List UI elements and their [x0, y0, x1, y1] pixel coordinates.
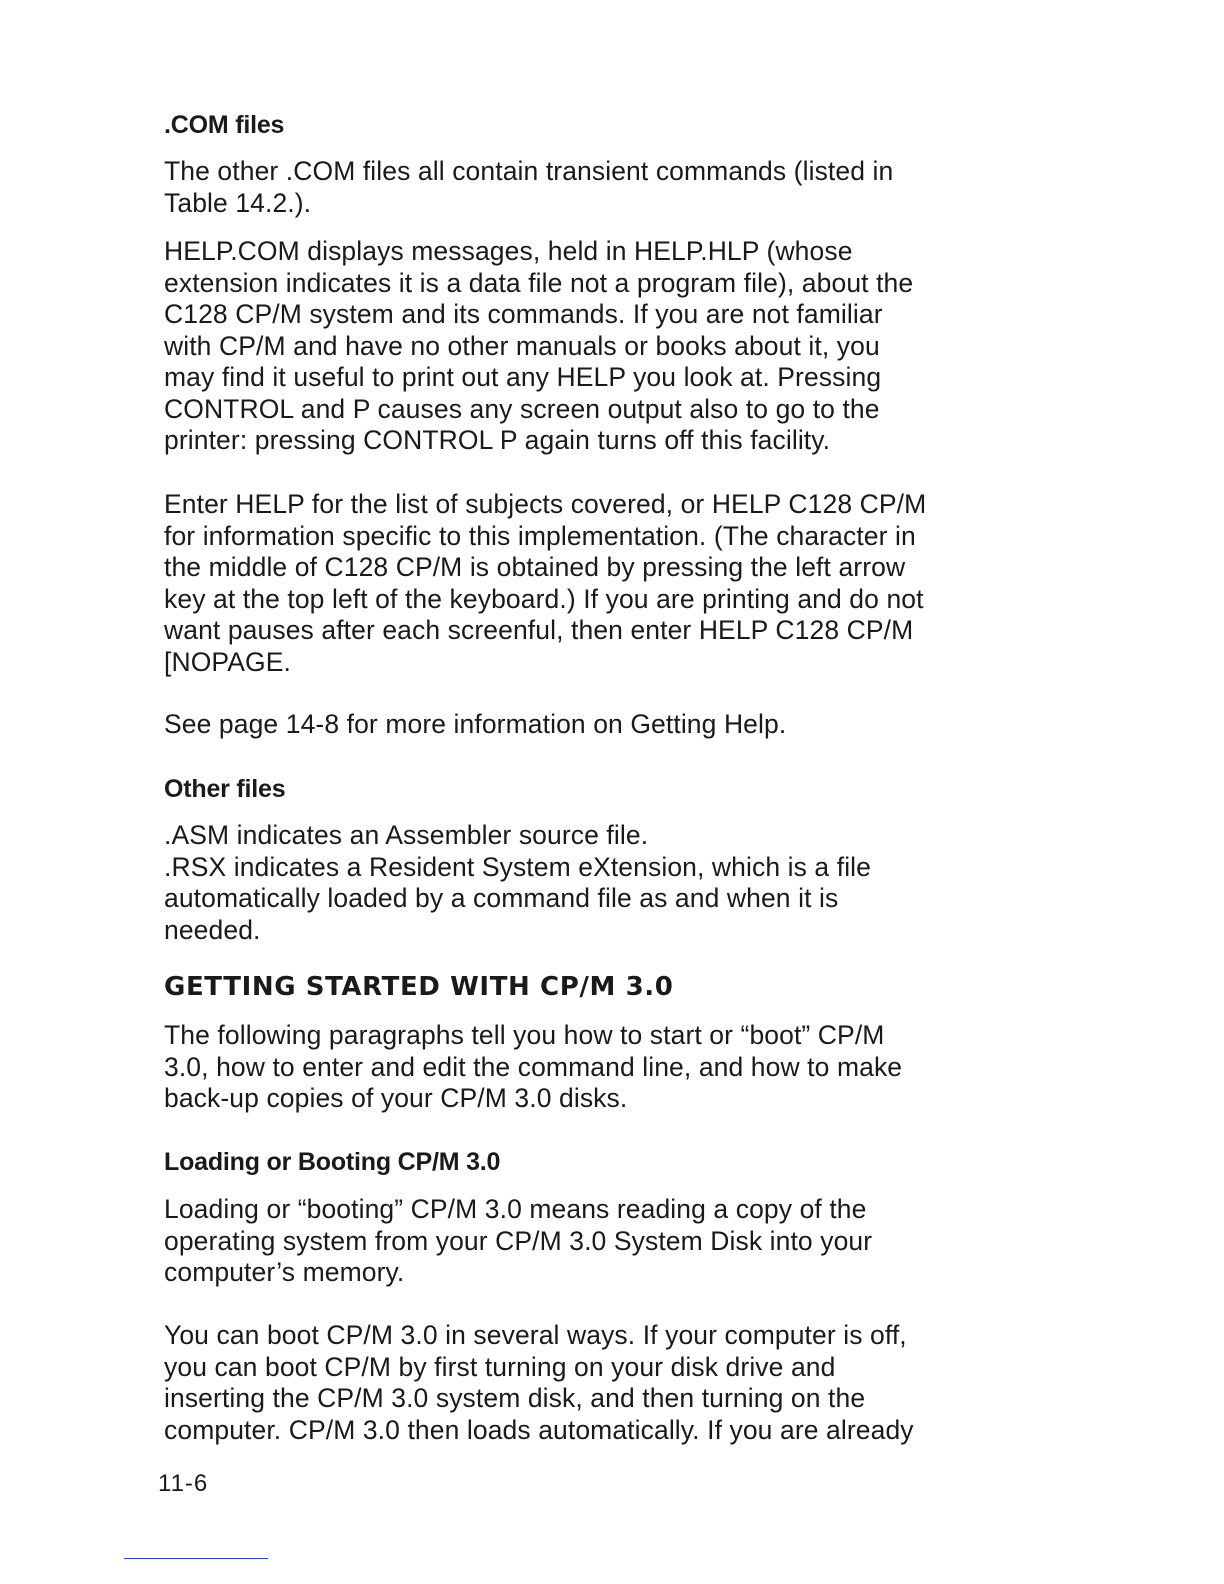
loading-heading: Loading or Booting CP/M 3.0	[164, 1148, 501, 1176]
text-line: The following paragraphs tell you how to start or “boot” CP/M	[164, 1020, 885, 1050]
com-files-heading: .COM files	[164, 111, 285, 139]
text-line: inserting the CP/M 3.0 system disk, and then turning on the	[164, 1383, 866, 1413]
text-line: HELP.COM displays messages, held in HELP.HLP (whose	[164, 236, 853, 266]
loading-paragraph-1	[164, 1194, 1014, 1289]
text-line: .ASM indicates an Assembler source file.	[164, 820, 649, 850]
other-files-paragraph	[164, 820, 1014, 946]
other-files-heading: Other files	[164, 775, 286, 803]
text-line: Table 14.2.).	[164, 187, 312, 218]
text-line: needed.	[164, 914, 261, 945]
text-line: want pauses after each screenful, then enter HELP C128 CP/M	[164, 615, 914, 645]
text-line: computer. CP/M 3.0 then loads automatically. If you are already	[164, 1414, 914, 1445]
text-line: with CP/M and have no other manuals or books about it, you	[164, 330, 880, 361]
text-line: 3.0, how to enter and edit the command line, and how to make	[164, 1051, 903, 1082]
bottom-rule	[124, 1558, 268, 1559]
text-line: The other .COM files all contain transient commands (listed in	[164, 156, 894, 186]
text-line: operating system from your CP/M 3.0 System Disk into your	[164, 1225, 873, 1256]
text-line: automatically loaded by a command file as and when it is	[164, 883, 839, 913]
text-line: Loading or “booting” CP/M 3.0 means reading a copy of the	[164, 1194, 867, 1224]
text-line: the middle of C128 CP/M is obtained by pressing the left arrow	[164, 552, 906, 582]
text-line: may find it useful to print out any HELP you look at. Pressing	[164, 362, 882, 392]
text-line: you can boot CP/M by first turning on your disk drive and	[164, 1351, 836, 1382]
text-line: You can boot CP/M 3.0 in several ways. If your computer is off,	[164, 1320, 907, 1350]
text-line: Enter HELP for the list of subjects covered, or HELP C128 CP/M	[164, 489, 927, 519]
text-line: computer’s memory.	[164, 1257, 405, 1287]
text-line: back-up copies of your CP/M 3.0 disks.	[164, 1083, 628, 1113]
com-files-paragraph-4	[164, 709, 1014, 741]
text-line: C128 CP/M system and its commands. If you are not familiar	[164, 299, 883, 329]
text-line: .RSX indicates a Resident System eXtension, which is a file	[164, 851, 872, 882]
com-files-paragraph-3	[164, 489, 1014, 678]
com-files-paragraph-2	[164, 236, 1014, 457]
getting-started-paragraph	[164, 1020, 1014, 1115]
text-line: key at the top left of the keyboard.) If you are printing and do not	[164, 583, 924, 614]
text-line: extension indicates it is a data file not a program file), about the	[164, 267, 914, 298]
text-line: See page 14-8 for more information on Getting Help.	[164, 709, 787, 739]
getting-started-heading: GETTING STARTED WITH CP/M 3.0	[164, 972, 674, 1002]
page-number: 11-6	[158, 1470, 209, 1497]
loading-paragraph-2	[164, 1320, 1014, 1446]
text-line: CONTROL and P causes any screen output also to go to the	[164, 393, 880, 424]
text-line: for information specific to this implementation. (The character in	[164, 520, 916, 551]
text-line: [NOPAGE.	[164, 646, 291, 677]
text-line: printer: pressing CONTROL P again turns off this facility.	[164, 425, 831, 455]
com-files-paragraph-1	[164, 156, 1014, 219]
